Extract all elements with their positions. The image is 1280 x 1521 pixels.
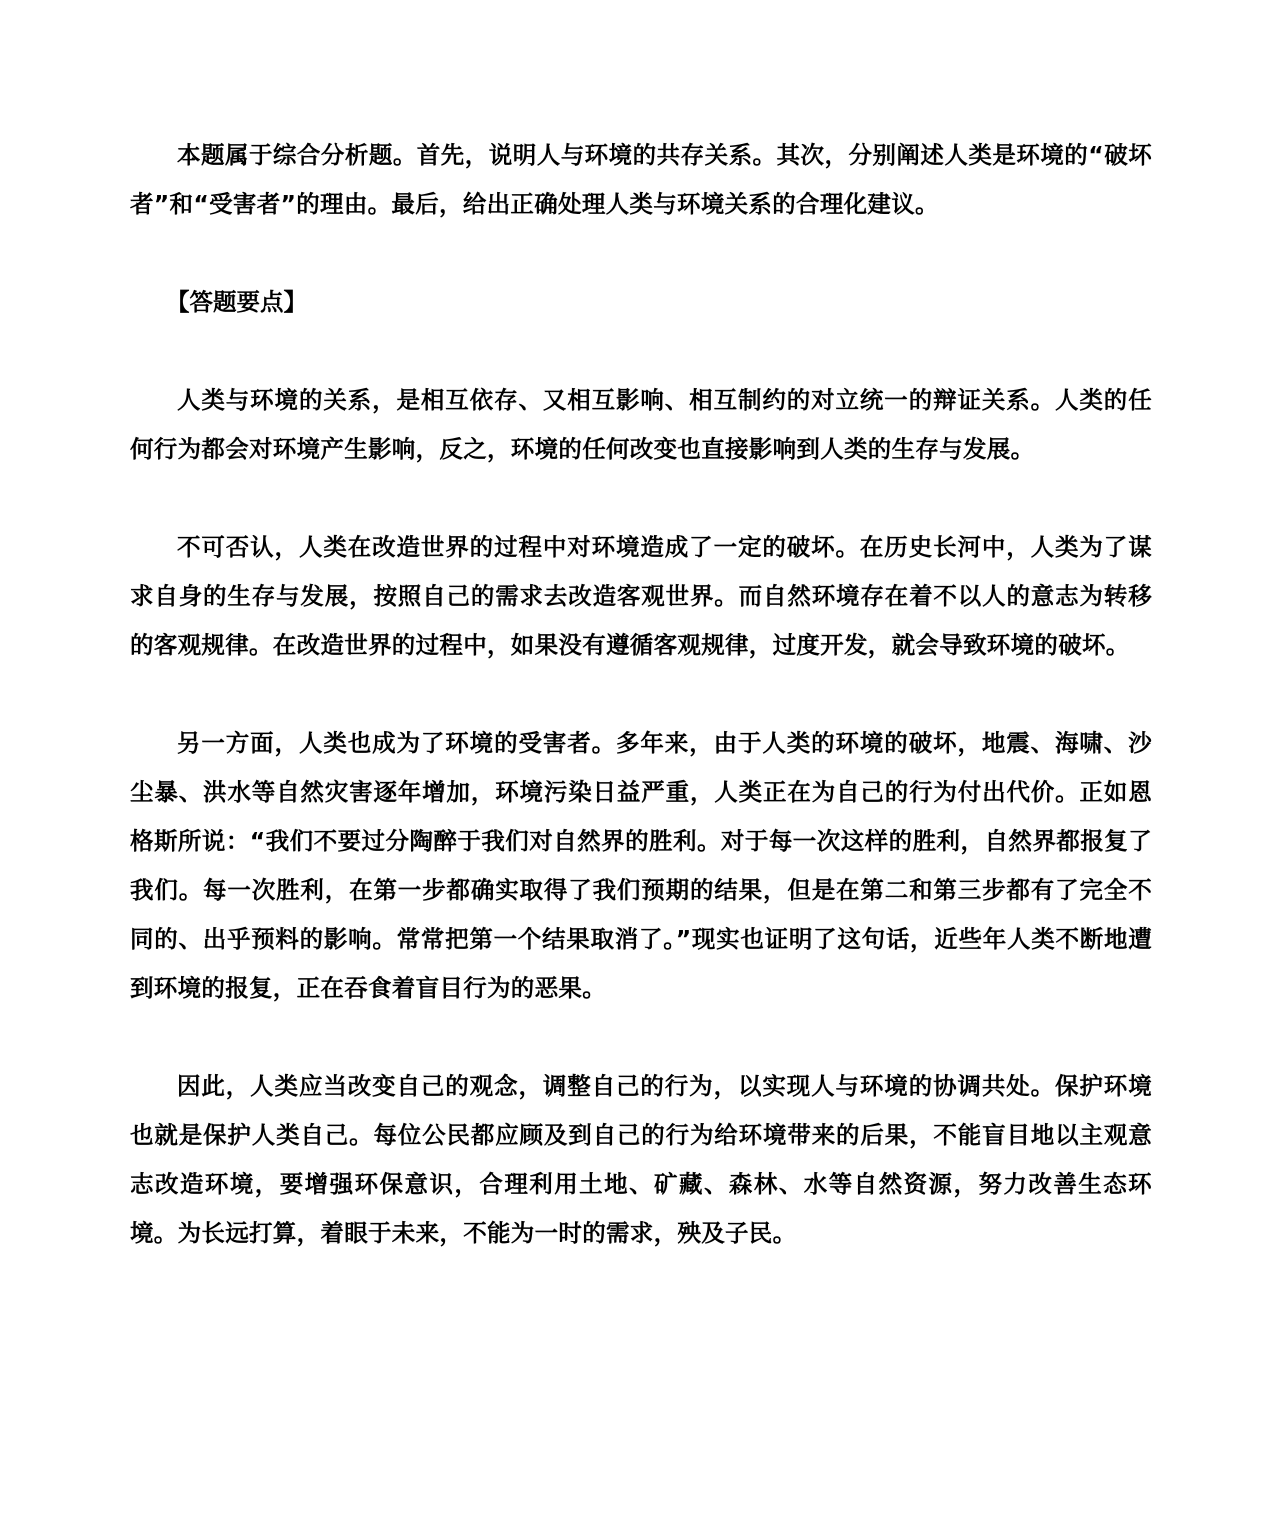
document-page (130, 131, 1152, 1307)
intro-paragraph: 本题属于综合分析题。首先，说明人与环境的共存关系。其次，分别阐述人类是环境的“破坏者”和“受害者”的理由。最后，给出正确处理人类与环境关系的合理化建议。 (130, 141, 1152, 218)
body-paragraph-victim: 另一方面，人类也成为了环境的受害者。多年来，由于人类的环境的破坏，地震、海啸、沙尘暴、洪水等自然灾害逐年增加，环境污染日益严重，人类正在为自己的行为付出代价。正如恩格斯所说：“我们不要过分陶醉于我们对自然界的胜利。对于每一次这样的胜利，自然界都报复了我们。每一次胜利，在第一步都确实取得了我们预期的结果，但是在第二和第三步都有了完全不同的、出乎预料的影响。常常把第一个结果取消了。”现实也证明了这句话，近些年人类不断地遭到环境的报复，正在吞食着盲目行为的恶果。 (130, 729, 1152, 1002)
body-paragraph-destroyer: 不可否认，人类在改造世界的过程中对环境造成了一定的破坏。在历史长河中，人类为了谋求自身的生存与发展，按照自己的需求去改造客观世界。而自然环境存在着不以人的意志为转移的客观规律。在改造世界的过程中，如果没有遵循客观规律，过度开发，就会导致环境的破坏。 (130, 533, 1152, 659)
body-paragraph-relationship: 人类与环境的关系，是相互依存、又相互影响、相互制约的对立统一的辩证关系。人类的任何行为都会对环境产生影响，反之，环境的任何改变也直接影响到人类的生存与发展。 (130, 386, 1152, 463)
answer-points-heading: 【答题要点】 (166, 288, 307, 316)
body-paragraph-suggestion: 因此，人类应当改变自己的观念，调整自己的行为，以实现人与环境的协调共处。保护环境也就是保护人类自己。每位公民都应顾及到自己的行为给环境带来的后果，不能盲目地以主观意志改造环境，要增强环保意识，合理利用土地、矿藏、森林、水等自然资源，努力改善生态环境。为长远打算，着眼于未来，不能为一时的需求，殃及子民。 (130, 1072, 1152, 1247)
